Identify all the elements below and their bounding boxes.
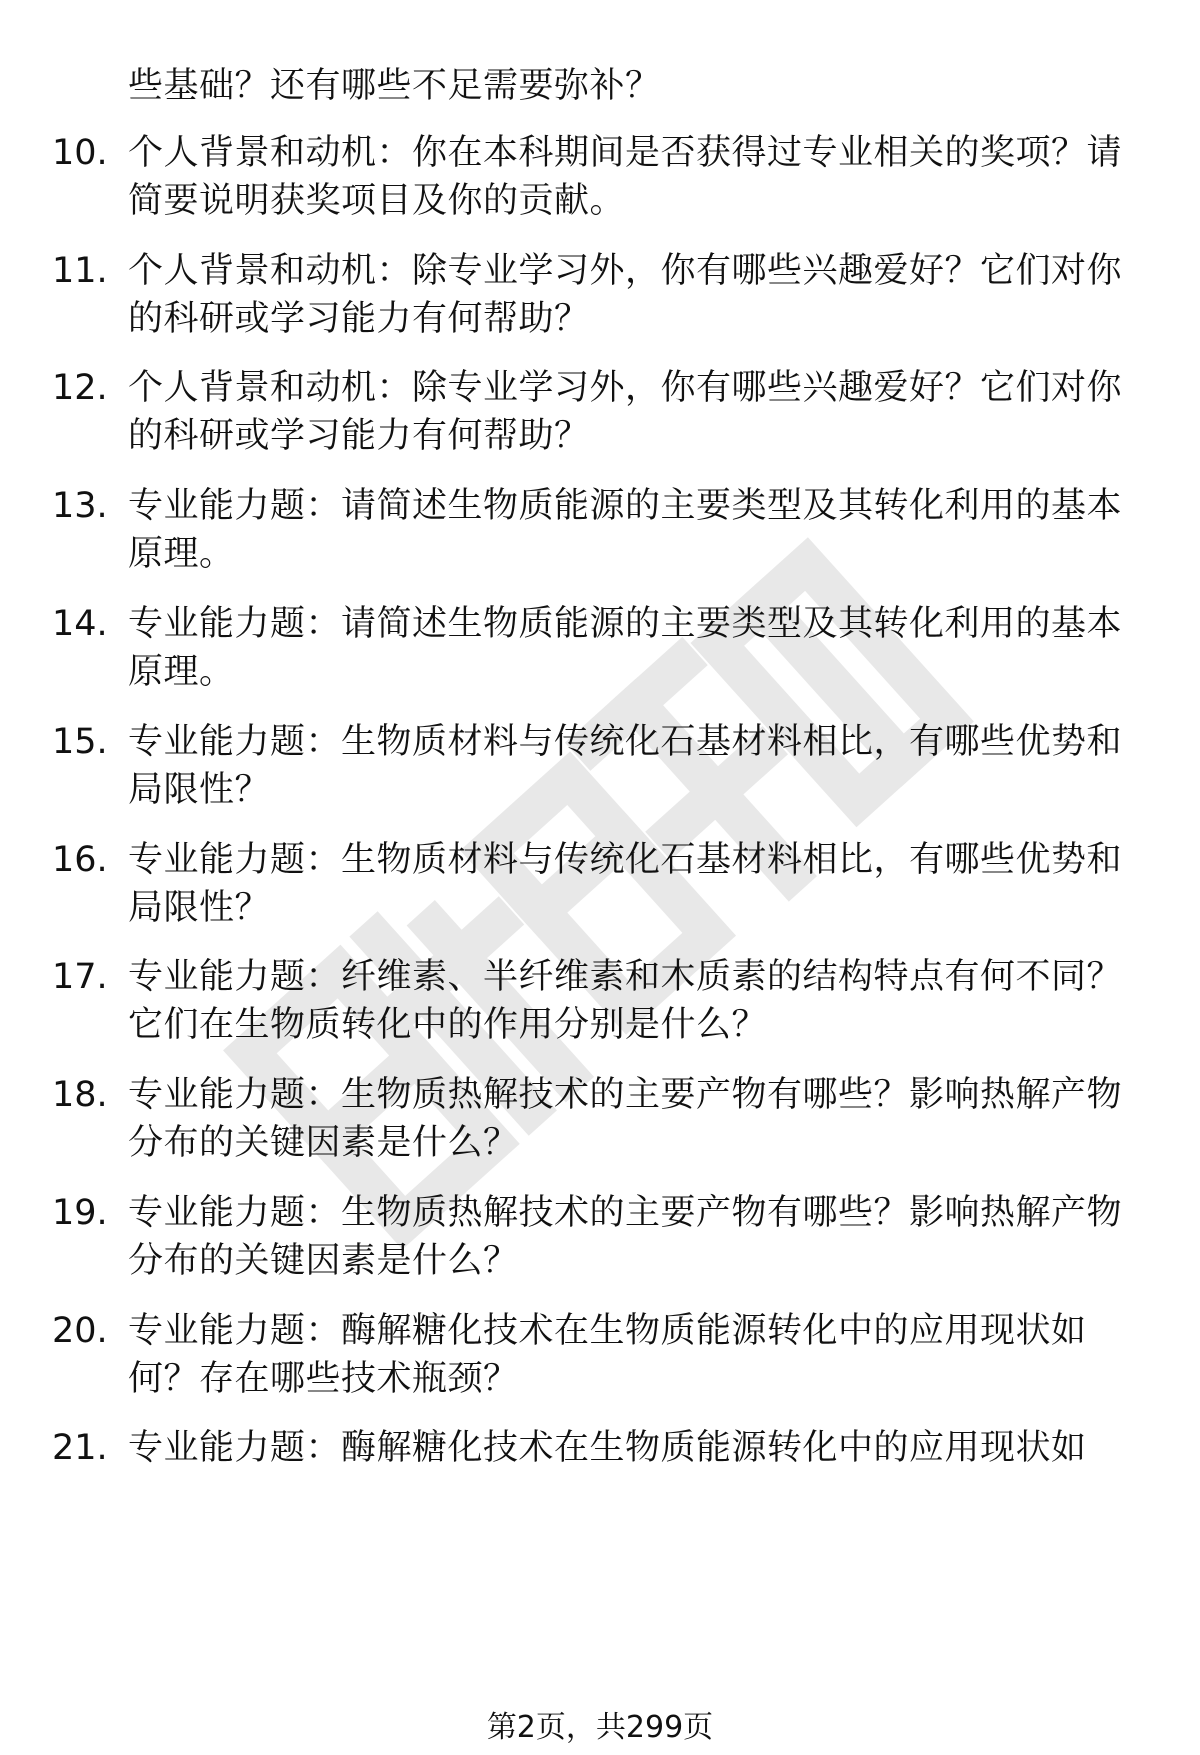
item-text-line: 原理。 <box>128 534 235 574</box>
item-number: 13. <box>52 486 108 526</box>
item-number: 14. <box>52 604 108 644</box>
item-number: 16. <box>52 840 108 880</box>
page-footer: 第2页，共299页 <box>486 1710 714 1745</box>
item-text-line: 专业能力题：生物质热解技术的主要产物有哪些？影响热解产物 <box>128 1193 1123 1233</box>
item-text-line: 分布的关键因素是什么？ <box>128 1241 519 1281</box>
item-number: 17. <box>52 957 108 997</box>
item-text-line: 专业能力题：生物质材料与传统化石基材料相比，有哪些优势和 <box>128 840 1123 880</box>
item-text-line: 原理。 <box>128 652 235 692</box>
item-text-line: 分布的关键因素是什么？ <box>128 1123 519 1163</box>
item-number: 12. <box>52 368 108 408</box>
item-text-line: 专业能力题：生物质热解技术的主要产物有哪些？影响热解产物 <box>128 1075 1123 1115</box>
item-text-line: 专业能力题：请简述生物质能源的主要类型及其转化利用的基本 <box>128 604 1123 644</box>
item-text-line: 个人背景和动机：除专业学习外，你有哪些兴趣爱好？它们对你 <box>128 368 1123 408</box>
item-text-line: 专业能力题：酶解糖化技术在生物质能源转化中的应用现状如 <box>128 1311 1087 1351</box>
item-text-line: 专业能力题：酶解糖化技术在生物质能源转化中的应用现状如 <box>128 1428 1087 1468</box>
item-text-line: 的科研或学习能力有何帮助？ <box>128 299 590 339</box>
item-number: 10. <box>52 133 108 173</box>
item-text-line: 个人背景和动机：你在本科期间是否获得过专业相关的奖项？请 <box>128 133 1123 173</box>
item-number: 19. <box>52 1193 108 1233</box>
item-number: 18. <box>52 1075 108 1115</box>
item-text-line: 它们在生物质转化中的作用分别是什么？ <box>128 1005 768 1045</box>
item-text-line: 个人背景和动机：除专业学习外，你有哪些兴趣爱好？它们对你 <box>128 251 1123 291</box>
item-number: 21. <box>52 1428 108 1468</box>
item-text-line: 局限性？ <box>128 770 271 810</box>
item-number: 20. <box>52 1311 108 1351</box>
item-text-line: 专业能力题：纤维素、半纤维素和木质素的结构特点有何不同？ <box>128 957 1123 997</box>
item-number: 11. <box>52 251 108 291</box>
item-text-line: 专业能力题：请简述生物质能源的主要类型及其转化利用的基本 <box>128 486 1123 526</box>
item-text-line: 简要说明获奖项目及你的贡献。 <box>128 181 626 221</box>
item-text-line: 何？存在哪些技术瓶颈？ <box>128 1359 519 1399</box>
continuation-line: 些基础？还有哪些不足需要弥补？ <box>128 66 661 106</box>
item-text-line: 专业能力题：生物质材料与传统化石基材料相比，有哪些优势和 <box>128 722 1123 762</box>
item-number: 15. <box>52 722 108 762</box>
item-text-line: 的科研或学习能力有何帮助？ <box>128 416 590 456</box>
item-text-line: 局限性？ <box>128 888 271 928</box>
